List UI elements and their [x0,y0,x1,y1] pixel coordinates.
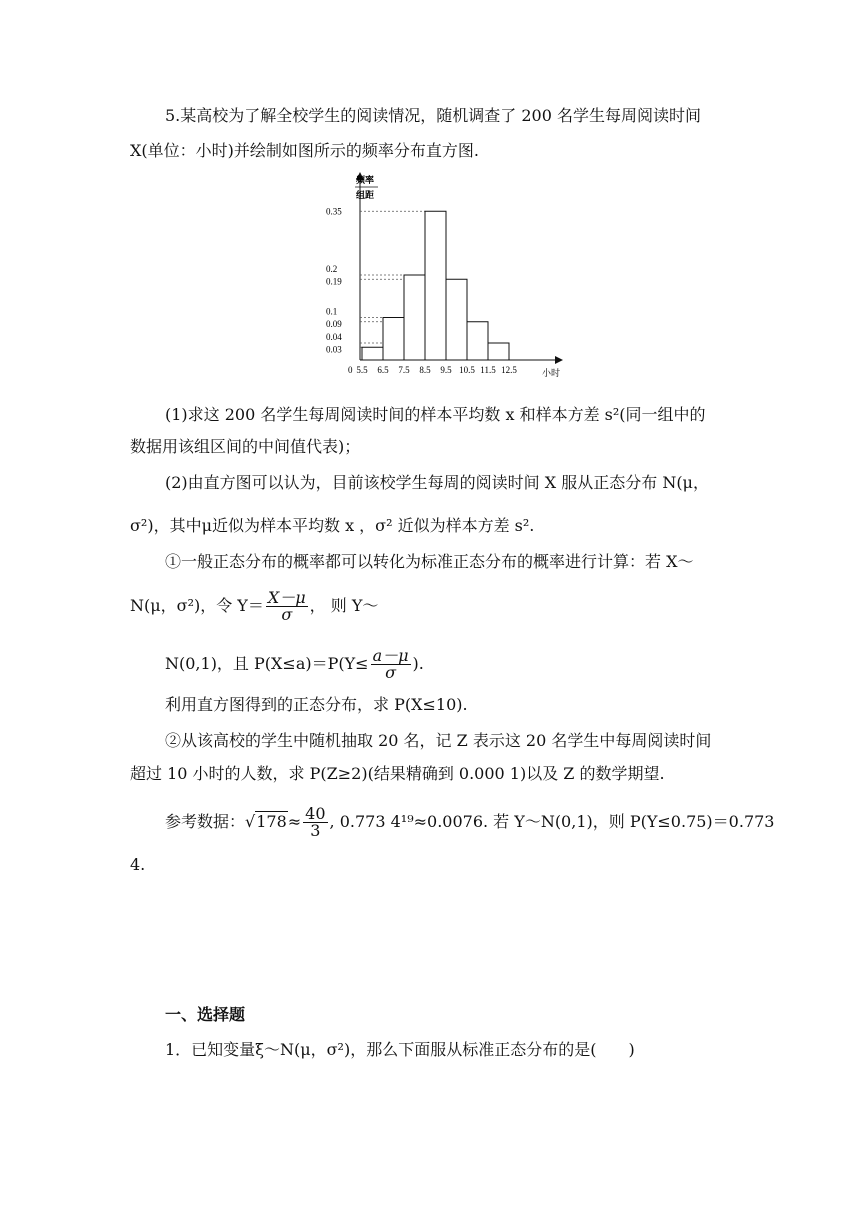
mc-question-1: 1．已知变量ξ～N(μ，σ²)，那么下面服从标准正态分布的是( ) [165,1040,635,1059]
x-tick-label: 12.5 [501,365,517,375]
y-tick-label: 0.35 [326,206,342,217]
x-tick-label: 0 [348,365,353,375]
y-axis-label-bottom: 组距 [356,190,375,200]
fraction [303,806,327,839]
formula-text: N(0,1)，且 P(X≤a)＝P(Y≤ [165,654,369,673]
fraction-denominator: σ [281,605,293,624]
sub-question-2-line: 超过 10 小时的人数，求 P(Z≥2)(结果精确到 0.000 1)以及 Z 的数学期望. [130,764,665,783]
y-tick-label: 0.03 [326,344,342,355]
x-tick-label: 5.5 [356,365,368,375]
histogram-bar [362,347,383,360]
ref-text: , 0.773 4¹⁹≈0.0076. 若 Y～N(0,1)，则 P(Y≤0.75)＝0.773 [329,812,775,831]
fraction-numerator: 40 [305,804,326,823]
ref-text: ≈ [287,812,302,831]
x-axis-arrow [555,356,563,364]
fraction-numerator: X－μ [267,588,306,607]
question-1-line [165,405,706,425]
fraction [371,648,411,681]
histogram-bar [383,318,404,361]
y-tick-label: 0.19 [326,276,342,287]
histogram-bar [488,343,509,360]
frequency-histogram [320,170,580,380]
sqrt-symbol: √ [245,812,256,831]
sub-question-2-line: ②从该高校的学生中随机抽取 20 名，记 Z 表示这 20 名学生中每周阅读时间 [165,731,712,750]
histogram-bar [467,322,488,360]
formula-text: N(μ，σ²)，令 Y＝ [130,596,264,615]
histogram-bar [404,275,425,360]
x-tick-label: 8.5 [419,365,431,375]
x-tick-label: 11.5 [480,365,496,375]
question-1-line: 数据用该组区间的中间值代表)； [130,437,361,456]
x-tick-label: 9.5 [440,365,452,375]
fraction-denominator: 3 [310,821,321,840]
sub-question-1-line: 利用直方图得到的正态分布，求 P(X≤10). [165,695,468,714]
problem-line: 5.某高校为了解全校学生的阅读情况，随机调查了 200 名学生每周阅读时间 [165,106,701,125]
formula-text: ， 则 Y～ [309,596,379,615]
q1-text: (1)求这 200 名学生每周阅读时间的样本平均数 x 和样本方差 s²(同一组中的 [165,405,706,424]
fraction-numerator: a－μ [372,646,409,665]
y-tick-label: 0.2 [326,264,338,274]
x-tick-label: 7.5 [398,365,410,375]
y-axis-label-top: 频率 [356,175,375,185]
formula-text: ). [412,654,424,673]
x-tick-label: 10.5 [459,365,475,375]
fraction [266,590,308,623]
reference-data [165,806,774,839]
sub-question-1-formula [165,648,424,681]
question-2-line: (2)由直方图可以认为，目前该校学生每周的阅读时间 X 服从正态分布 N(μ， [165,473,709,492]
x-tick-label: 6.5 [377,365,389,375]
y-tick-label: 0.04 [326,332,342,342]
histogram-bar [425,211,446,360]
fraction-denominator: σ [385,663,397,682]
section-title: 一、选择题 [165,1005,246,1024]
problem-line: X(单位：小时)并绘制如图所示的频率分布直方图. [130,141,479,160]
question-2-line: σ²)，其中μ近似为样本平均数 x ，σ² 近似为样本方差 s². [130,516,535,535]
ref-text: 参考数据： [165,812,246,831]
y-tick-label: 0.1 [326,306,338,317]
x-axis-label: 小时 [542,368,561,378]
histogram-bar [446,279,467,360]
sub-question-1-line: ①一般正态分布的概率都可以转化为标准正态分布的概率进行计算：若 X～ [165,552,694,571]
sub-question-1-formula [130,590,378,623]
reference-data-cont: 4. [130,855,146,874]
y-tick-label: 0.09 [326,318,342,329]
sqrt-radicand: 178 [256,812,287,831]
